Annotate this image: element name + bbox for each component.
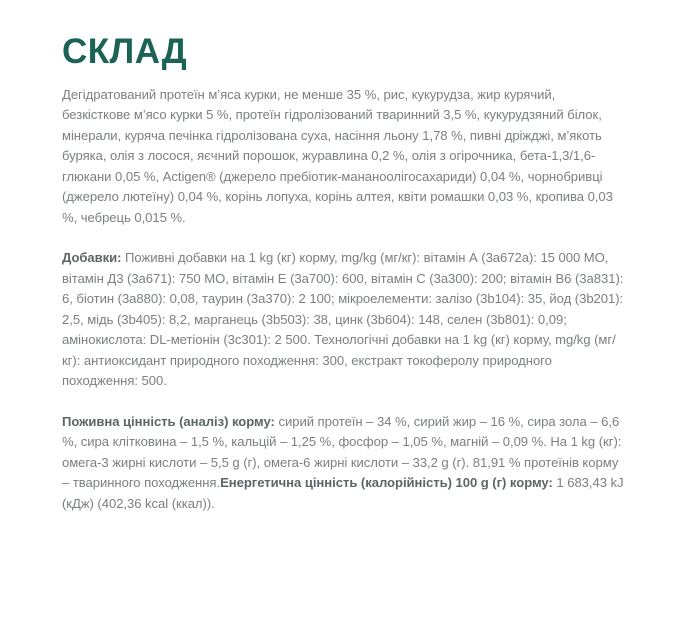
paragraph-additives-text: Поживні добавки на 1 kg (кг) корму, mg/kg (мг/кг): вітамін А (3a672a): 15 000 МО, вітамін Д3 (3a671): 750 МО, вітамін Е (3a700): 600, вітамін С (3a300): 200; вітамін В6 (3a831): 6, біотин (3a880): 0,08, таурин (3a370): 2 100; мікроелементи: залізо (3b104): 35, йод (3b201): 2,5, мідь (3b405): 8,2, марганець (3b503): 38, цинк (3b604): 148, селен (3b801): 0,09; амінокислота: DL-метіонін (3c301): 2 500. Технологічні добавки на 1 kg (кг) корму, mg/kg (мг/кг): антиоксидант природного походження: 300, екстракт токоферолу природного походження: 500. [62,250,624,389]
paragraph-composition-text: Дегідратований протеїн м’яса курки, не менше 35 %, рис, кукурудза, жир курячий, безкісткове м’ясо курки 5 %, протеїн гідролізований тваринний 3,5 %, кукурудзяний білок, мінерали, куряча печінка гідролізована суха, насіння льону 1,78 %, пивні дріжджі, м’якоть буряка, олія з лосося, яєчний порошок, журавлина 0,2 %, олія з огірочника, бета-1,3/1,6-глюкани 0,05 %, Actigen® (джерело пребіотик-мананоолігосахариди) 0,04 %, чорнобривці (джерело лютеїну) 0,04 %, корінь лопуха, корінь алтея, квіти ромашки 0,03 %, кропива 0,03 %, чебрець 0,015 %. [62,86,613,225]
paragraph-additives [62,248,625,392]
paragraph-composition [62,85,625,229]
paragraph-analysis-lead: Поживна цінність (аналіз) корму: [62,413,275,429]
paragraph-additives-lead: Добавки: [62,250,122,266]
paragraph-analysis [62,412,625,515]
page-title: СКЛАД [62,32,188,71]
paragraph-energy-lead: Енергетична цінність (калорійність) 100 g (г) корму: [220,475,553,491]
paragraph-energy-text: 1 683,43 kJ (кДж) (402,36 kcal (ккал)). [62,475,624,511]
paragraph-analysis-text: сирий протеїн – 34 %, сирий жир – 16 %, сира зола – 6,6 %, сира клітковина – 1,5 %, кальцій – 1,25 %, фосфор – 1,05 %, магній – 0,09 %. На 1 kg (кг): омега-3 жирні кислоти – 5,5 g (г), омега-6 жирні кислоти – 33,2 g (г). 81,91 % протеїнів корму – тваринного походження. [62,413,622,491]
composition-body [62,85,625,515]
